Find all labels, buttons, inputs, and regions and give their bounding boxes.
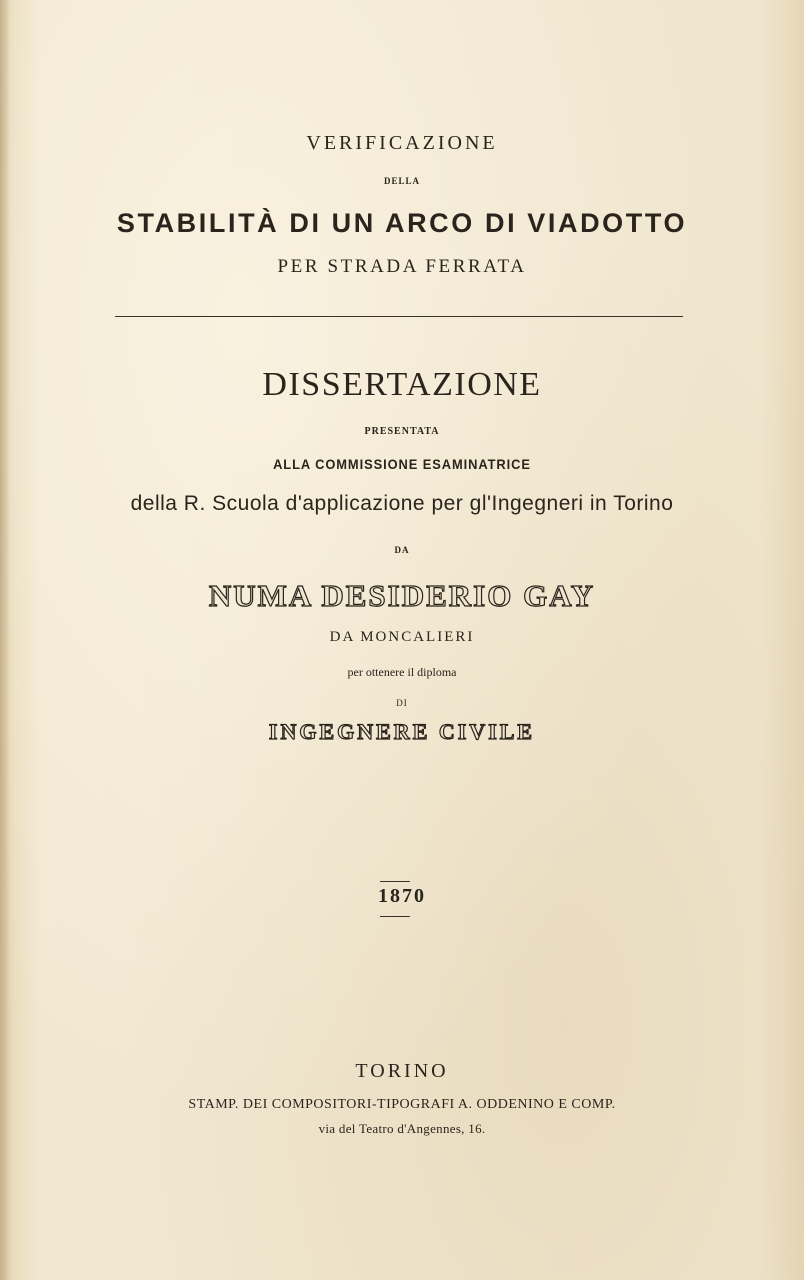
imprint-city: TORINO	[355, 1060, 449, 1082]
school-line: della R. Scuola d'applicazione per gl'Ingegneri in Torino	[130, 492, 674, 515]
presentata-text: PRESENTATA	[364, 426, 440, 437]
main-title: STABILITÀ DI UN ARCO DI VIADOTTO	[116, 208, 688, 238]
imprint-address: via del Teatro d'Angennes, 16.	[318, 1121, 486, 1136]
author-origin: DA MONCALIERI	[329, 629, 475, 645]
title-divider	[115, 316, 683, 317]
della-text: DELLA	[383, 176, 420, 186]
year-rule-top	[380, 881, 410, 882]
year-rule-bottom	[380, 916, 410, 917]
publication-year: 1870	[378, 885, 426, 907]
degree-title: INGEGNERE CIVILE	[268, 719, 536, 744]
da-text: DA	[394, 545, 410, 555]
commission-line: ALLA COMMISSIONE ESAMINATRICE	[273, 456, 531, 472]
dissertation-heading: DISSERTAZIONE	[262, 366, 542, 403]
subtitle: PER STRADA FERRATA	[277, 256, 527, 277]
author-name: NUMA DESIDERIO GAY	[208, 578, 596, 613]
di-text: DI	[396, 698, 408, 708]
verificazione-heading: VERIFICAZIONE	[306, 132, 498, 154]
diploma-line: per ottenere il diploma	[347, 665, 457, 679]
imprint-printer: STAMP. DEI COMPOSITORI-TIPOGRAFI A. ODDENINO E COMP.	[188, 1097, 616, 1112]
